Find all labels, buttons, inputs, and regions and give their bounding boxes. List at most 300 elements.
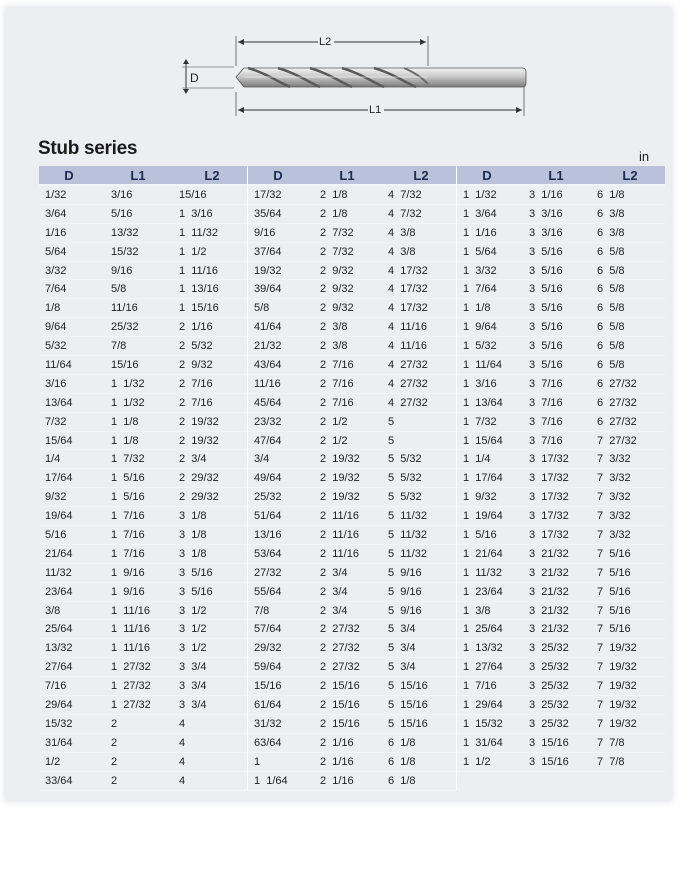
cell-l2: 6 5/8 <box>597 358 625 371</box>
table-row <box>39 413 247 432</box>
table-row <box>248 469 456 488</box>
table-row <box>457 205 665 224</box>
header-l2: L2 <box>413 167 429 183</box>
cell-d: 7/32 <box>45 415 67 428</box>
cell-d: 13/32 <box>45 642 73 655</box>
cell-l2: 2 7/16 <box>179 377 213 390</box>
cell-l1: 3 21/32 <box>529 547 569 560</box>
cell-d: 1 9/32 <box>463 491 497 504</box>
cell-d: 51/64 <box>254 510 282 523</box>
cell-l1: 2 11/16 <box>320 547 359 560</box>
table-row <box>457 488 665 507</box>
table-row <box>457 262 665 281</box>
l2-label: L2 <box>319 36 332 48</box>
table-row <box>457 337 665 356</box>
cell-l1: 3 15/16 <box>529 755 569 768</box>
cell-d: 1 17/64 <box>463 472 503 485</box>
cell-d: 43/64 <box>254 358 282 371</box>
cell-l2: 6 5/8 <box>597 321 625 334</box>
cell-l2: 4 17/32 <box>388 264 428 277</box>
cell-l1: 2 19/32 <box>320 472 360 485</box>
cell-l2: 3 1/2 <box>179 642 207 655</box>
cell-l1: 3 25/32 <box>529 680 569 693</box>
table-row <box>39 299 247 318</box>
cell-d: 25/64 <box>45 623 73 636</box>
catalog-page <box>6 8 671 800</box>
cell-l2: 4 27/32 <box>388 377 428 390</box>
table-row <box>39 715 247 734</box>
cell-l2: 7 3/32 <box>597 510 631 523</box>
cell-l2: 7 5/16 <box>597 547 631 560</box>
table-row <box>457 583 665 602</box>
cell-l1: 3 21/32 <box>529 604 569 617</box>
cell-l1: 1 11/16 <box>111 642 150 655</box>
table-row <box>457 545 665 564</box>
table-row <box>248 602 456 621</box>
cell-d: 1/16 <box>45 226 67 239</box>
cell-l1: 3 5/16 <box>529 245 563 258</box>
cell-l1: 5/8 <box>111 283 127 296</box>
table-row <box>457 602 665 621</box>
table-row <box>248 262 456 281</box>
cell-d: 5/32 <box>45 340 67 353</box>
cell-d: 1 7/64 <box>463 283 497 296</box>
table-row <box>39 639 247 658</box>
unit-label: in <box>639 149 650 164</box>
table-row <box>457 469 665 488</box>
cell-l2: 3 1/8 <box>179 528 207 541</box>
cell-l1: 2 3/8 <box>320 340 348 353</box>
cell-l1: 3 21/32 <box>529 585 569 598</box>
cell-l1: 1 11/16 <box>111 623 150 636</box>
table-row <box>39 356 247 375</box>
cell-l2: 7 19/32 <box>597 642 637 655</box>
cell-l2: 4 <box>179 755 186 768</box>
cell-l2: 2 19/32 <box>179 434 219 447</box>
cell-l2: 5 9/16 <box>388 604 422 617</box>
cell-d: 1 3/16 <box>463 377 497 390</box>
cell-l1: 25/32 <box>111 321 139 334</box>
cell-d: 23/64 <box>45 585 73 598</box>
table-row <box>248 545 456 564</box>
table-block <box>39 166 247 791</box>
table-row <box>39 262 247 281</box>
table-row <box>39 243 247 262</box>
table-row <box>39 488 247 507</box>
cell-l1: 2 3/4 <box>320 566 348 579</box>
cell-l2: 7 7/8 <box>597 755 625 768</box>
table-row <box>457 734 665 753</box>
cell-l2: 1 11/16 <box>179 264 218 277</box>
cell-d: 19/32 <box>254 264 282 277</box>
cell-l1: 1 7/32 <box>111 453 145 466</box>
cell-l1: 2 19/32 <box>320 491 360 504</box>
table-row <box>248 413 456 432</box>
cell-l2: 6 1/8 <box>597 188 625 201</box>
cell-l1: 2 1/16 <box>320 774 354 787</box>
cell-d: 1 1/4 <box>463 453 491 466</box>
cell-d: 1 7/16 <box>463 680 497 693</box>
cell-d: 41/64 <box>254 321 282 334</box>
cell-l2: 4 17/32 <box>388 302 428 315</box>
cell-l2: 7 3/32 <box>597 453 631 466</box>
cell-l1: 1 11/16 <box>111 604 150 617</box>
cell-l2: 2 29/32 <box>179 472 219 485</box>
cell-l1: 3 17/32 <box>529 472 569 485</box>
cell-d: 7/64 <box>45 283 67 296</box>
cell-d: 1 1/64 <box>254 774 288 787</box>
cell-l2: 4 3/8 <box>388 245 416 258</box>
cell-l1: 7/8 <box>111 340 127 353</box>
table-row <box>39 205 247 224</box>
cell-l1: 1 1/32 <box>111 396 145 409</box>
cell-l1: 2 11/16 <box>320 528 359 541</box>
cell-l1: 15/16 <box>111 358 139 371</box>
cell-d: 9/32 <box>45 491 67 504</box>
table-row <box>39 337 247 356</box>
drill-bit-diagram <box>178 30 538 125</box>
cell-d: 1/8 <box>45 302 61 315</box>
header-l1: L1 <box>548 167 564 183</box>
cell-l2: 15/16 <box>179 188 207 201</box>
table-row <box>248 318 456 337</box>
cell-l1: 3 3/16 <box>529 226 563 239</box>
cell-d: 55/64 <box>254 585 282 598</box>
header-l2: L2 <box>622 167 638 183</box>
cell-l2: 3 1/8 <box>179 510 207 523</box>
cell-l2: 7 5/16 <box>597 623 631 636</box>
cell-l1: 2 27/32 <box>320 642 360 655</box>
cell-l2: 7 5/16 <box>597 604 631 617</box>
table-row <box>457 375 665 394</box>
cell-l2: 6 3/8 <box>597 207 625 220</box>
cell-d: 17/32 <box>254 188 282 201</box>
cell-d: 1 11/64 <box>463 358 502 371</box>
cell-l1: 3 5/16 <box>529 358 563 371</box>
cell-l2: 7 19/32 <box>597 661 637 674</box>
cell-l2: 3 1/8 <box>179 547 207 560</box>
table-row <box>457 356 665 375</box>
cell-l1: 3 5/16 <box>529 283 563 296</box>
table-row <box>457 658 665 677</box>
cell-l2: 7 19/32 <box>597 717 637 730</box>
cell-l1: 3 17/32 <box>529 528 569 541</box>
cell-l2: 6 3/8 <box>597 226 625 239</box>
cell-l2: 4 7/32 <box>388 188 422 201</box>
cell-l2: 3 5/16 <box>179 566 213 579</box>
cell-l1: 2 27/32 <box>320 661 360 674</box>
table-row <box>248 583 456 602</box>
table-row <box>457 413 665 432</box>
cell-l2: 7 7/8 <box>597 736 625 749</box>
table-header <box>39 166 247 186</box>
cell-d: 1 19/64 <box>463 510 503 523</box>
cell-l1: 2 19/32 <box>320 453 360 466</box>
cell-d: 1 5/16 <box>463 528 497 541</box>
cell-d: 33/64 <box>45 774 73 787</box>
cell-l2: 5 9/16 <box>388 566 422 579</box>
cell-l2: 5 3/4 <box>388 642 416 655</box>
cell-l2: 4 <box>179 774 186 787</box>
cell-l1: 3 17/32 <box>529 453 569 466</box>
cell-d: 27/32 <box>254 566 282 579</box>
cell-d: 7/8 <box>254 604 270 617</box>
table-row <box>457 526 665 545</box>
cell-d: 1 11/32 <box>463 566 502 579</box>
cell-l2: 2 1/16 <box>179 321 213 334</box>
cell-d: 1 15/32 <box>463 717 503 730</box>
cell-l2: 5 5/32 <box>388 453 422 466</box>
cell-l1: 1 1/8 <box>111 415 139 428</box>
cell-l2: 5 3/4 <box>388 623 416 636</box>
cell-l1: 2 7/16 <box>320 377 354 390</box>
cell-l2: 7 5/16 <box>597 566 631 579</box>
table-row <box>39 677 247 696</box>
cell-l2: 7 3/32 <box>597 491 631 504</box>
table-row <box>248 677 456 696</box>
cell-l1: 1 27/32 <box>111 661 151 674</box>
table-row <box>39 469 247 488</box>
cell-l1: 2 <box>111 774 118 787</box>
header-d: D <box>64 167 74 183</box>
cell-d: 1 15/64 <box>463 434 503 447</box>
cell-l1: 3 25/32 <box>529 717 569 730</box>
drill-bit-icon <box>236 68 526 87</box>
cell-l1: 3 17/32 <box>529 510 569 523</box>
cell-l1: 2 <box>111 717 118 730</box>
cell-l2: 5 15/16 <box>388 680 428 693</box>
cell-d: 15/64 <box>45 434 73 447</box>
d-label: D <box>190 71 199 85</box>
cell-d: 1 13/32 <box>463 642 503 655</box>
cell-d: 23/32 <box>254 415 282 428</box>
table-row <box>39 696 247 715</box>
cell-l1: 2 7/16 <box>320 358 354 371</box>
l2-arrow-right <box>420 39 426 45</box>
cell-d: 1 <box>254 755 261 768</box>
cell-l2: 4 <box>179 736 186 749</box>
table-row <box>248 224 456 243</box>
cell-l1: 2 7/16 <box>320 396 354 409</box>
cell-l1: 2 27/32 <box>320 623 360 636</box>
cell-l1: 2 3/4 <box>320 585 348 598</box>
table-row <box>248 658 456 677</box>
cell-d: 1 1/16 <box>463 226 497 239</box>
cell-d: 5/64 <box>45 245 67 258</box>
cell-d: 27/64 <box>45 661 73 674</box>
cell-l1: 2 9/32 <box>320 302 354 315</box>
table-row <box>39 507 247 526</box>
cell-d: 31/64 <box>45 736 73 749</box>
cell-l2: 6 27/32 <box>597 415 637 428</box>
cell-l2: 2 19/32 <box>179 415 219 428</box>
d-arrow-top <box>183 59 189 64</box>
cell-d: 3/32 <box>45 264 67 277</box>
cell-l2: 2 29/32 <box>179 491 219 504</box>
table-row <box>39 564 247 583</box>
cell-l2: 3 3/4 <box>179 680 207 693</box>
cell-d: 1/4 <box>45 453 61 466</box>
cell-d: 1/32 <box>45 188 67 201</box>
cell-l1: 1 9/16 <box>111 585 145 598</box>
table-row <box>248 526 456 545</box>
table-row <box>248 564 456 583</box>
cell-l2: 7 5/16 <box>597 585 631 598</box>
cell-d: 63/64 <box>254 736 282 749</box>
cell-l2: 7 27/32 <box>597 434 637 447</box>
cell-l2: 4 17/32 <box>388 283 428 296</box>
cell-l1: 2 1/16 <box>320 736 354 749</box>
cell-l2: 7 19/32 <box>597 698 637 711</box>
cell-d: 1 13/64 <box>463 396 503 409</box>
cell-l1: 3 21/32 <box>529 623 569 636</box>
cell-l1: 2 <box>111 736 118 749</box>
cell-d: 3/16 <box>45 377 67 390</box>
table-row <box>248 639 456 658</box>
table-row <box>457 639 665 658</box>
cell-l1: 1 27/32 <box>111 680 151 693</box>
cell-l1: 3 3/16 <box>529 207 563 220</box>
cell-l1: 2 <box>111 755 118 768</box>
cell-l1: 3 15/16 <box>529 736 569 749</box>
table-row <box>39 318 247 337</box>
table-row <box>457 394 665 413</box>
cell-l2: 4 27/32 <box>388 358 428 371</box>
l1-arrow-right <box>516 107 522 113</box>
table-row <box>457 243 665 262</box>
table-row <box>248 753 456 772</box>
table-row <box>39 545 247 564</box>
cell-l2: 6 5/8 <box>597 245 625 258</box>
cell-l1: 2 3/4 <box>320 604 348 617</box>
table-row <box>457 280 665 299</box>
cell-l1: 2 3/8 <box>320 321 348 334</box>
table-block <box>247 166 456 791</box>
cell-d: 15/16 <box>254 680 282 693</box>
table-header <box>457 166 665 186</box>
cell-l2: 2 7/16 <box>179 396 213 409</box>
table-row <box>248 620 456 639</box>
cell-d: 1 7/32 <box>463 415 497 428</box>
cell-d: 1 1/2 <box>463 755 491 768</box>
cell-d: 1 9/64 <box>463 321 497 334</box>
cell-l2: 5 15/16 <box>388 717 428 730</box>
cell-l1: 1 7/16 <box>111 510 145 523</box>
d-arrow-bottom <box>183 89 189 94</box>
table-block <box>456 166 665 791</box>
table-row <box>248 394 456 413</box>
table-row <box>248 772 456 791</box>
table-row <box>457 620 665 639</box>
cell-l2: 1 11/32 <box>179 226 218 239</box>
table-row <box>39 583 247 602</box>
cell-d: 1 21/64 <box>463 547 503 560</box>
cell-d: 5/16 <box>45 528 67 541</box>
cell-l1: 3 25/32 <box>529 642 569 655</box>
table-row <box>39 450 247 469</box>
header-l1: L1 <box>339 167 355 183</box>
cell-d: 35/64 <box>254 207 282 220</box>
header-d: D <box>273 167 283 183</box>
cell-d: 49/64 <box>254 472 282 485</box>
table-row <box>248 280 456 299</box>
table-row <box>39 432 247 451</box>
cell-d: 1 3/64 <box>463 207 497 220</box>
cell-l2: 4 27/32 <box>388 396 428 409</box>
cell-l2: 4 <box>179 717 186 730</box>
series-title: Stub series <box>38 138 138 159</box>
cell-d: 3/8 <box>45 604 61 617</box>
cell-d: 53/64 <box>254 547 282 560</box>
cell-l1: 1 7/16 <box>111 528 145 541</box>
cell-l1: 1 27/32 <box>111 698 151 711</box>
table-row <box>457 186 665 205</box>
cell-d: 5/8 <box>254 302 270 315</box>
cell-l1: 1 5/16 <box>111 472 145 485</box>
table-row <box>248 734 456 753</box>
cell-l1: 1 1/8 <box>111 434 139 447</box>
cell-d: 3/64 <box>45 207 67 220</box>
cell-l2: 1 3/16 <box>179 207 213 220</box>
header-l1: L1 <box>130 167 146 183</box>
cell-l2: 5 11/32 <box>388 528 427 541</box>
cell-l1: 2 1/16 <box>320 755 354 768</box>
cell-l1: 1 5/16 <box>111 491 145 504</box>
table-row <box>39 394 247 413</box>
cell-l1: 1 7/16 <box>111 547 145 560</box>
cell-l1: 2 9/32 <box>320 283 354 296</box>
cell-d: 25/32 <box>254 491 282 504</box>
cell-l1: 3 17/32 <box>529 491 569 504</box>
cell-l1: 13/32 <box>111 226 139 239</box>
table-row <box>39 734 247 753</box>
cell-d: 15/32 <box>45 717 73 730</box>
cell-l2: 6 27/32 <box>597 377 637 390</box>
cell-l1: 3 7/16 <box>529 434 563 447</box>
cell-l1: 3 25/32 <box>529 698 569 711</box>
cell-d: 47/64 <box>254 434 282 447</box>
l2-arrow-left <box>238 39 244 45</box>
cell-d: 1 5/64 <box>463 245 497 258</box>
cell-l2: 6 1/8 <box>388 774 416 787</box>
cell-l2: 5 3/4 <box>388 661 416 674</box>
cell-l1: 2 15/16 <box>320 717 360 730</box>
cell-d: 7/16 <box>45 680 67 693</box>
cell-l1: 2 11/16 <box>320 510 359 523</box>
cell-d: 9/16 <box>254 226 276 239</box>
cell-l1: 2 1/2 <box>320 415 348 428</box>
cell-l2: 4 7/32 <box>388 207 422 220</box>
cell-l1: 3 5/16 <box>529 264 563 277</box>
cell-l2: 2 3/4 <box>179 453 207 466</box>
table-row <box>457 318 665 337</box>
table-row <box>39 526 247 545</box>
cell-d: 57/64 <box>254 623 282 636</box>
table-row <box>457 753 665 772</box>
cell-l1: 2 15/16 <box>320 680 360 693</box>
cell-d: 13/16 <box>254 528 282 541</box>
cell-d: 45/64 <box>254 396 282 409</box>
cell-l1: 3 5/16 <box>529 340 563 353</box>
cell-l1: 3 25/32 <box>529 661 569 674</box>
cell-l2: 5 <box>388 415 395 428</box>
cell-l2: 6 1/8 <box>388 755 416 768</box>
cell-l2: 1 15/16 <box>179 302 219 315</box>
header-l2: L2 <box>204 167 220 183</box>
table-row <box>39 772 247 791</box>
cell-d: 1 27/64 <box>463 661 503 674</box>
table-row <box>39 375 247 394</box>
